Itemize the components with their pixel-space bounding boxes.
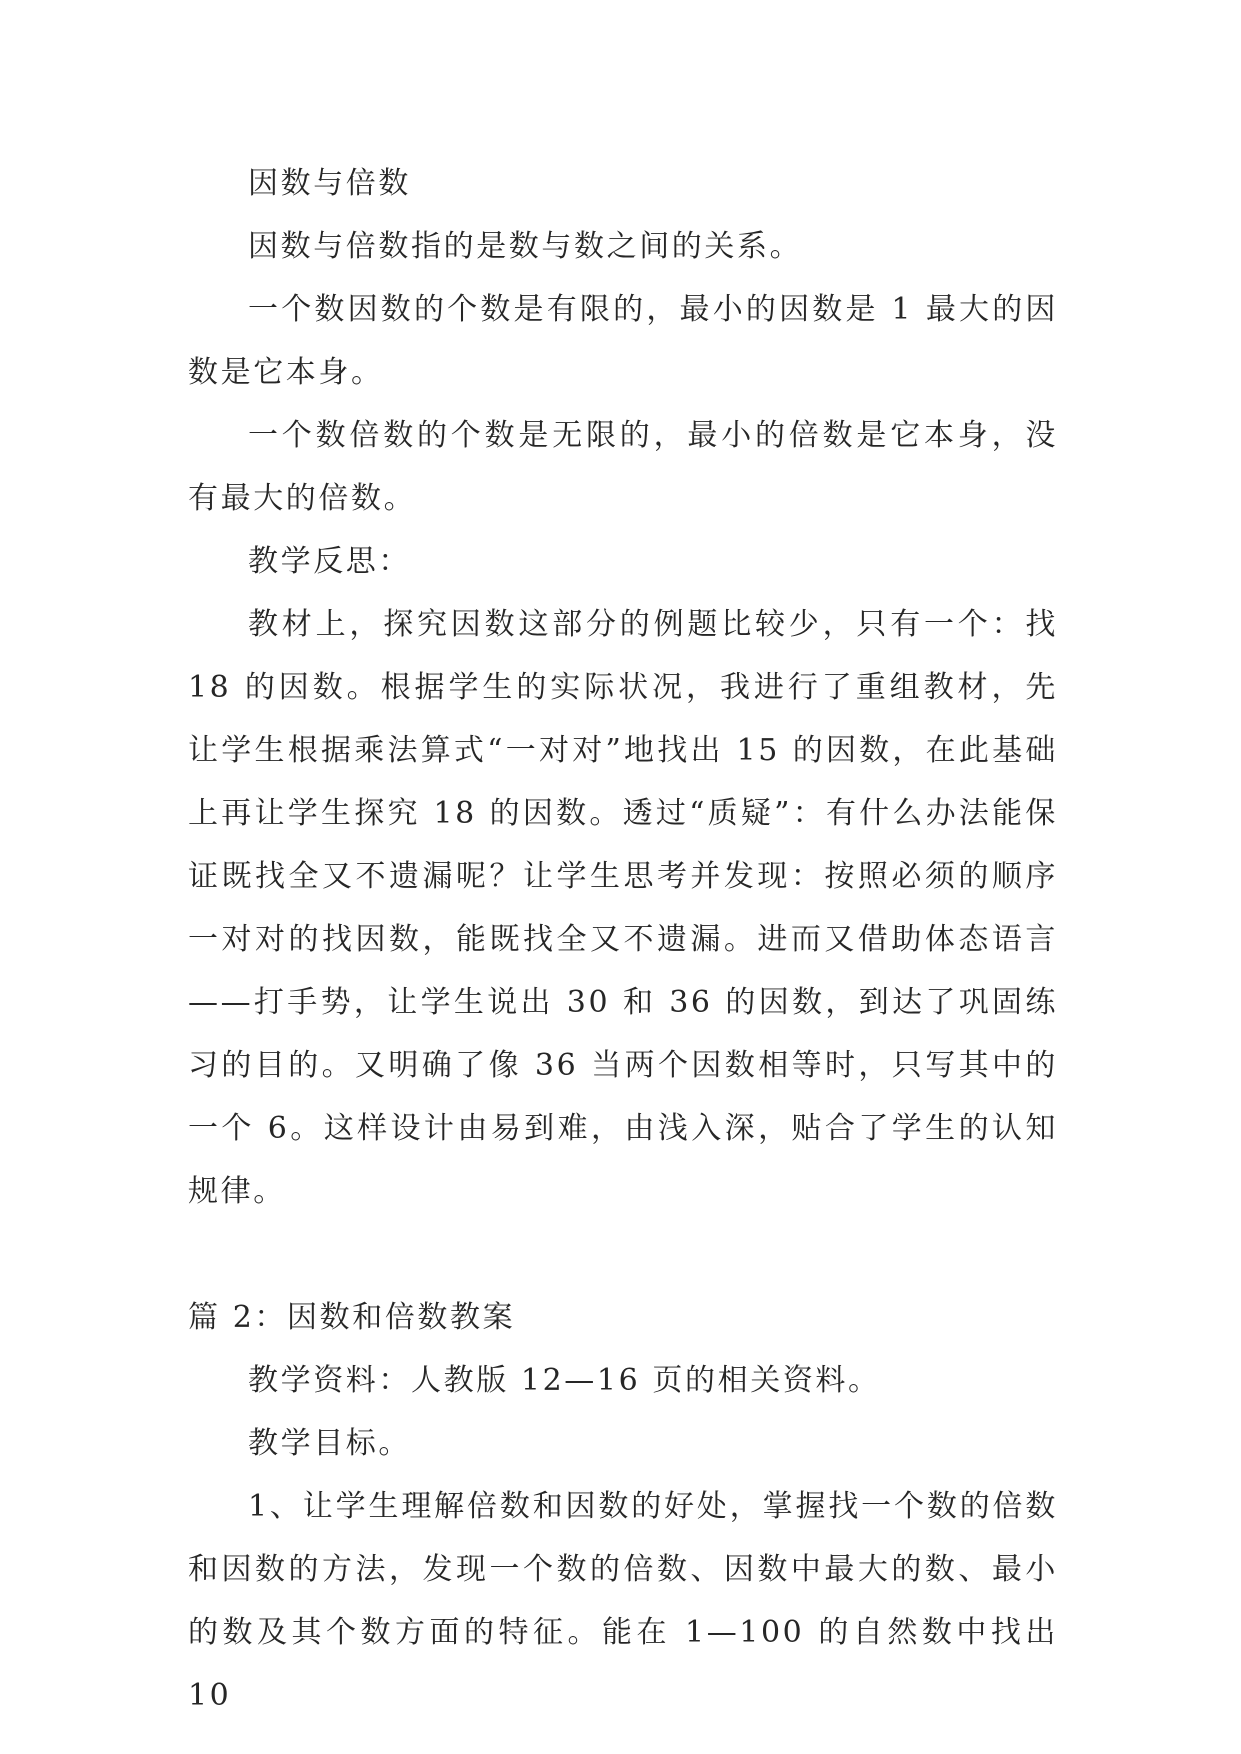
reflection-paragraph: 教材上，探究因数这部分的例题比较少，只有一个：找 18 的因数。根据学生的实际状况，我进行了重组教材，先让学生根据乘法算式“一对对”地找出 15 的因数，在此基础上再让学生探究 18 的因数。透过“质疑”：有什么办法能保证既找全又不遗漏呢？让学生思考并发现：按照必须的顺序一对对的找因数，能既找全又不遗漏。进而又借助体态语言——打手势，让学生说出 30 和 36 的因数，到达了巩固练习的目的。又明确了像 36 当两个因数相等时，只写其中的一个 6。这样设计由易到难，由浅入深，贴合了学生的认知规律。 <box>188 607 1058 1209</box>
paragraph-multiple-count: 一个数倍数的个数是无限的，最小的倍数是它本身，没有最大的倍数。 <box>188 418 1058 516</box>
reflection-heading: 教学反思： <box>248 544 411 579</box>
objective-1: 1、让学生理解倍数和因数的好处，掌握找一个数的倍数和因数的方法，发现一个数的倍数、因数中最大的数、最小的数及其个数方面的特征。能在 1—100 的自然数中找出 10 <box>188 1489 1058 1713</box>
paragraph-definition: 因数与倍数指的是数与数之间的关系。 <box>248 229 803 264</box>
paragraph-factor-count: 一个数因数的个数是有限的，最小的因数是 1 最大的因数是它本身。 <box>188 292 1058 390</box>
teaching-materials: 教学资料：人教版 12—16 页的相关资料。 <box>248 1363 881 1398</box>
section-heading: 因数与倍数 <box>248 166 411 201</box>
section2-title: 篇 2：因数和倍数教案 <box>188 1300 516 1335</box>
document-body <box>188 152 1058 1727</box>
objectives-heading: 教学目标。 <box>248 1426 411 1461</box>
